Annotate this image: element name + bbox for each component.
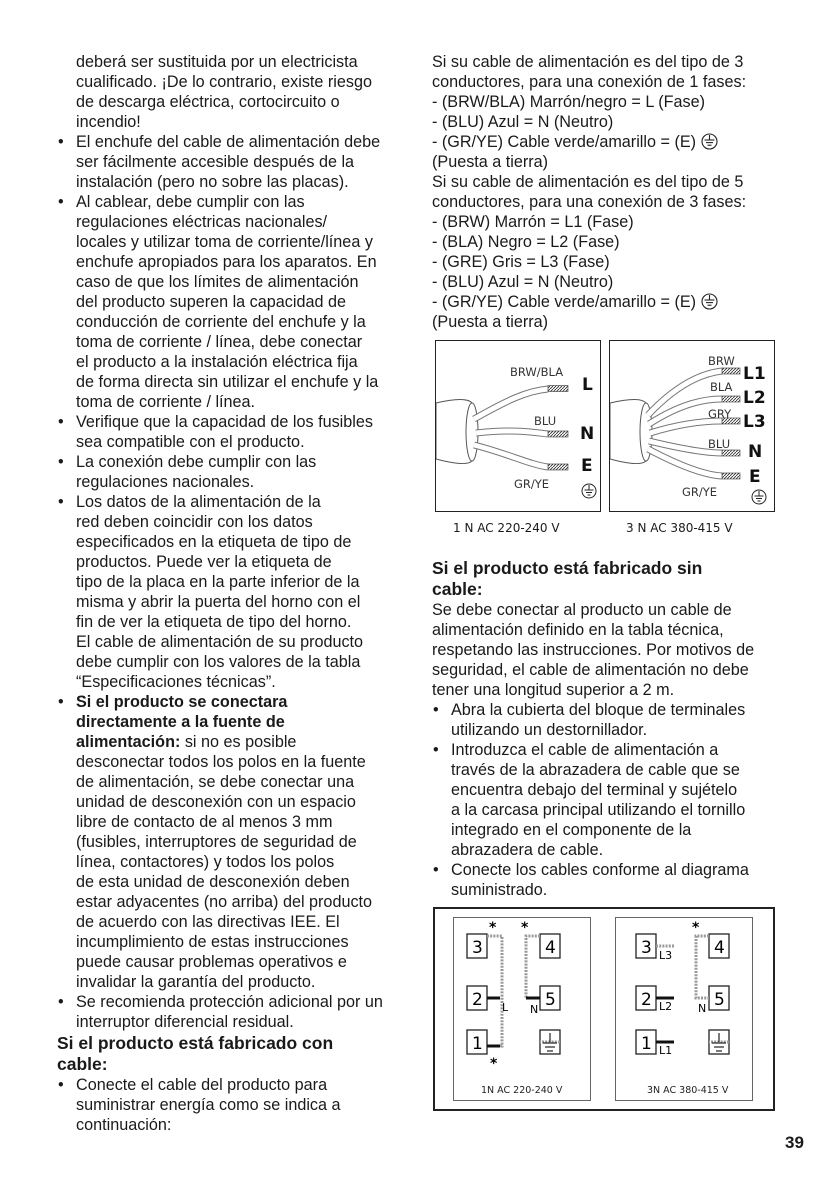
list-item — [57, 492, 405, 692]
earth-note: (Puesta a tierra) — [432, 153, 549, 171]
terminal-label: E — [749, 467, 761, 487]
text-line: - (BRW/BLA) Marrón/negro = L (Fase) — [432, 93, 706, 111]
text-line: instalación (pero no sobre las placas). — [76, 173, 349, 191]
text-line: de acuerdo con las directivas IEE. El — [76, 913, 340, 931]
bullet-body — [76, 752, 405, 992]
text-line: - (BRW) Marrón = L1 (Fase) — [432, 213, 634, 231]
neutral-label: N — [530, 1003, 539, 1016]
text-line: de descarga eléctrica, cortocircuito o — [76, 93, 340, 111]
text-line: abrazadera de cable. — [451, 841, 604, 859]
text-line: del producto superen la capacidad de — [76, 293, 346, 311]
text-line: - (BLU) Azul = N (Neutro) — [432, 273, 614, 291]
terminal-label: L — [582, 375, 593, 395]
without-cable-paragraph — [432, 600, 786, 700]
three-phase-cable-diagram — [609, 340, 775, 512]
list-item — [432, 860, 786, 900]
text-line: cualificado. ¡De lo contrario, existe riesgo — [76, 73, 373, 91]
terminal-block-figure — [433, 907, 775, 1111]
terminal-number: 2 — [641, 990, 652, 1010]
text-line: utilizando un destornillador. — [451, 721, 648, 739]
terminal-number: 3 — [641, 938, 652, 958]
bridge-marker: * — [692, 920, 700, 936]
text-line: especificados en la etiqueta de tipo de — [76, 533, 352, 551]
terminal-number: 2 — [472, 990, 483, 1010]
text-line: regulaciones nacionales. — [76, 473, 255, 491]
terminal-number: 1 — [472, 1034, 483, 1054]
left-column — [57, 52, 405, 1135]
list-item — [432, 740, 786, 860]
text-line: seguridad, el cable de alimentación no debe — [432, 661, 749, 679]
text-line: • La conexión debe cumplir con las — [76, 453, 317, 471]
wire-label: GR/YE — [682, 485, 718, 499]
phase-label: L3 — [659, 949, 673, 962]
list-item — [57, 1075, 405, 1135]
text-line: productos. Puede ver la etiqueta de — [76, 553, 332, 571]
text-line: • Conecte los cables conforme al diagrama — [451, 861, 749, 879]
lead-rest: si no es posible — [180, 733, 297, 751]
text-line: • El enchufe del cable de alimentación debe — [76, 133, 381, 151]
wire-label: BRW — [708, 354, 735, 368]
bridge-marker: * — [521, 920, 529, 936]
text-line: deberá ser sustituida por un electricista — [76, 53, 358, 71]
text-line: cable: — [57, 1054, 108, 1074]
list-item — [432, 700, 786, 740]
text-line: tener una longitud superior a 2 m. — [432, 681, 675, 699]
text-line: cable: — [432, 579, 483, 599]
page-number: 39 — [785, 1133, 804, 1152]
text-line: toma de corriente / línea. — [76, 393, 256, 411]
list-item-direct-connection — [57, 692, 405, 992]
phase-label: L2 — [659, 1000, 673, 1013]
caption-three-phase: 3 N AC 380-415 V — [626, 521, 733, 535]
single-phase-cable-diagram — [435, 340, 601, 512]
earth-note: (Puesta a tierra) — [432, 313, 549, 331]
list-item — [57, 452, 405, 492]
terminal-label: N — [580, 424, 595, 444]
text-line: toma de corriente / línea, debe conectar — [76, 333, 363, 351]
text-line: (fusibles, interruptores de seguridad de — [76, 833, 357, 851]
text-line: tipo de la placa en la parte inferior de la — [76, 573, 360, 591]
bold-lead — [76, 692, 405, 732]
terminal-number: 4 — [714, 938, 725, 958]
terminal-number: 5 — [714, 990, 725, 1010]
text-line: de alimentación, se debe conectar una — [76, 773, 355, 791]
cable-wiring-figure — [433, 340, 773, 518]
three-conductor-text — [432, 52, 786, 132]
wire-label: BLU — [708, 437, 731, 451]
earth-icon — [582, 484, 596, 498]
text-line: caso de que los límites de alimentación — [76, 273, 359, 291]
terminal-number: 3 — [472, 938, 483, 958]
text-line: enchufe apropiados para los aparatos. En — [76, 253, 377, 271]
text-line: conducción de corriente del enchufe y la — [76, 313, 366, 331]
bold-lead-end: alimentación: — [76, 733, 181, 751]
text-line: continuación: — [76, 1116, 172, 1134]
three-phase-terminal-diagram — [615, 917, 753, 1101]
text-line: de forma directa sin utilizar el enchufe y la — [76, 373, 379, 391]
text-line: sea compatible con el producto. — [76, 433, 305, 451]
text-line: directamente a la fuente de — [76, 713, 285, 731]
five-conductor-text — [432, 172, 786, 292]
terminal-label: L2 — [743, 388, 766, 408]
bridge-marker: * — [489, 920, 497, 936]
text-line: conductores, para una conexión de 1 fases: — [432, 73, 747, 91]
caption-single-phase: 1 N AC 220-240 V — [453, 521, 560, 535]
terminal-label: L3 — [743, 412, 766, 432]
text-line: • Se recomienda protección adicional por un — [76, 993, 383, 1011]
text-line: incendio! — [76, 113, 141, 131]
earth-icon — [701, 293, 718, 310]
text-line: fin de ver la etiqueta de tipo del horno. — [76, 613, 352, 631]
text-line: unidad de desconexión con un espacio — [76, 793, 356, 811]
wire-label: BRW/BLA — [510, 365, 564, 379]
earth-line: - (GR/YE) Cable verde/amarillo = (E) — [432, 132, 786, 152]
text-line: • Al cablear, debe cumplir con las — [76, 193, 305, 211]
terminal-label: E — [581, 456, 593, 476]
single-phase-terminal-diagram — [453, 917, 591, 1101]
text-line: ser fácilmente accesible después de la — [76, 153, 355, 171]
earth-icon — [701, 133, 718, 150]
safety-bullet-list — [57, 132, 405, 1032]
section-heading-with-cable — [57, 1033, 405, 1075]
text-line: libre de contacto de al menos 3 mm — [76, 813, 333, 831]
text-line: • Los datos de la alimentación de la — [76, 493, 321, 511]
neutral-label: N — [698, 1002, 707, 1015]
text-line: través de la abrazadera de cable que se — [451, 761, 740, 779]
continued-paragraph — [57, 52, 405, 132]
text-line: suministrado. — [451, 881, 548, 899]
text-line: Se debe conectar al producto un cable de — [432, 601, 732, 619]
list-item — [57, 992, 405, 1032]
text-line: regulaciones eléctricas nacionales/ — [76, 213, 328, 231]
text-line: - (BLU) Azul = N (Neutro) — [432, 113, 614, 131]
earth-line: - (GR/YE) Cable verde/amarillo = (E) — [432, 292, 786, 312]
list-item — [57, 132, 405, 192]
text-line: locales y utilizar toma de corriente/línea y — [76, 233, 373, 251]
wire-label: BLA — [710, 380, 733, 394]
terminal-number: 5 — [545, 990, 556, 1010]
line-label: L — [502, 1001, 509, 1014]
text-line: línea, contactores) y todos los polos — [76, 853, 335, 871]
text-line: suministrar energía como se indica a — [76, 1096, 341, 1114]
text-line: red deben coincidir con los datos — [76, 513, 313, 531]
terminal-number: 1 — [641, 1034, 652, 1054]
earth-icon — [752, 490, 766, 504]
text-line: misma y abrir la puerta del horno con el — [76, 593, 361, 611]
text-line: puede causar problemas operativos e — [76, 953, 347, 971]
text-line: • Conecte el cable del producto para — [76, 1076, 328, 1094]
list-item — [57, 412, 405, 452]
text-line: Si su cable de alimentación es del tipo de 5 — [432, 173, 744, 191]
text-line: respetando las instrucciones. Por motivos de — [432, 641, 755, 659]
text-line: a la carcasa principal utilizando el tornillo — [451, 801, 746, 819]
text-line: • Introduzca el cable de alimentación a — [451, 741, 719, 759]
wire-label: GR/YE — [514, 477, 550, 491]
text-line: alimentación definido en la tabla técnica, — [432, 621, 724, 639]
section-heading-without-cable — [432, 558, 786, 600]
text-line: - (BLA) Negro = L2 (Fase) — [432, 233, 620, 251]
text-line: estar adyacentes (no arriba) del producto — [76, 893, 373, 911]
text-line: de esta unidad de desconexión deben — [76, 873, 350, 891]
text-line: Si su cable de alimentación es del tipo de 3 — [432, 53, 744, 71]
text-line: incumplimiento de estas instrucciones — [76, 933, 349, 951]
wire-label: BLU — [534, 414, 557, 428]
text-line: integrado en el componente de la — [451, 821, 692, 839]
list-item — [57, 192, 405, 412]
caption-terminal-three: 3N AC 380-415 V — [647, 1085, 729, 1096]
terminal-label: N — [748, 442, 763, 462]
text-line: encuentra debajo del terminal y sujételo — [451, 781, 738, 799]
text-line: El cable de alimentación de su producto — [76, 633, 364, 651]
text-line: debe cumplir con los valores de la tabla — [76, 653, 361, 671]
text-line: “Especificaciones técnicas”. — [76, 673, 276, 691]
text-line: conductores, para una conexión de 3 fases: — [432, 193, 747, 211]
text-line: Si el producto está fabricado sin — [432, 558, 703, 578]
caption-terminal-single: 1N AC 220-240 V — [481, 1085, 563, 1096]
text-line: interruptor diferencial residual. — [76, 1013, 294, 1031]
text-line: invalidar la garantía del producto. — [76, 973, 316, 991]
bridge-marker: * — [490, 1056, 498, 1072]
wire-label: GRY — [708, 407, 732, 421]
text-line: Si el producto está fabricado con — [57, 1033, 334, 1053]
phase-label: L1 — [659, 1044, 673, 1057]
text-line: - (GRE) Gris = L3 (Fase) — [432, 253, 610, 271]
without-cable-list — [432, 700, 786, 900]
text-line: el producto a la instalación eléctrica fija — [76, 353, 358, 371]
terminal-number: 4 — [545, 938, 556, 958]
with-cable-list — [57, 1075, 405, 1135]
text-line: • Verifique que la capacidad de los fusibles — [76, 413, 373, 431]
text-line: • Abra la cubierta del bloque de terminales — [451, 701, 746, 719]
text-line: desconectar todos los polos en la fuente — [76, 753, 366, 771]
terminal-label: L1 — [743, 364, 766, 384]
text-line: • Si el producto se conectara — [76, 693, 288, 711]
